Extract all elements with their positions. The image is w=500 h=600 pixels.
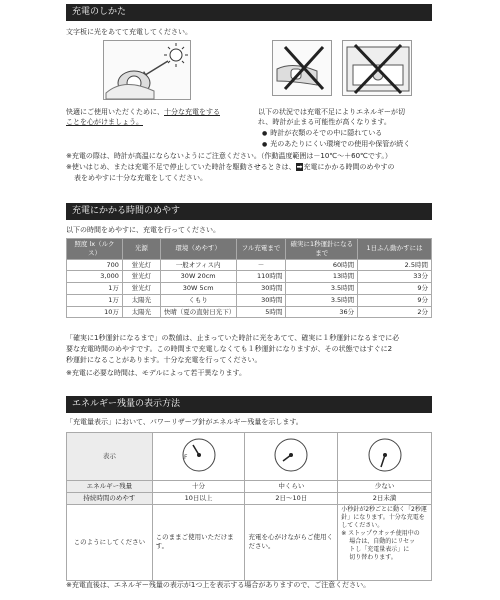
warning-line-2: れ、時計が止まる可能性が高くなります。 — [258, 118, 391, 126]
cell-one-day: 2分 — [358, 306, 432, 318]
power-reserve-dial-icon — [365, 435, 405, 475]
cell-full-charge: 110時間 — [236, 271, 286, 283]
advice-row — [67, 504, 432, 580]
cell-environment: 30W 20cm — [160, 271, 236, 283]
table-row — [67, 283, 432, 295]
cell-one-second: 13時間 — [286, 271, 358, 283]
charge-tip-emphasis: 十分な充電をする — [164, 108, 220, 116]
energy-value: 少ない — [338, 481, 432, 493]
table-header: 1日ふん動かすには — [358, 239, 432, 260]
table-header: 光源 — [122, 239, 160, 260]
cell-one-day: 9分 — [358, 283, 432, 295]
charge-note-model: ※充電に必要な時間は、モデルによって若干異なります。 — [66, 369, 246, 377]
advice-low-note-2: 場合は、自動的にリセッ — [349, 537, 416, 545]
power-reserve-dial-icon — [271, 435, 311, 475]
cell-illuminance: 3,000 — [67, 271, 123, 283]
table-row — [67, 306, 432, 318]
cell-illuminance: 1万 — [67, 283, 123, 295]
cell-illuminance: 10万 — [67, 306, 123, 318]
dial-low — [338, 433, 432, 481]
cell-one-second: 36分 — [286, 306, 358, 318]
cell-environment: 快晴（夏の直射日光下） — [160, 306, 236, 318]
cell-one-day: 2.5時間 — [358, 259, 432, 271]
section-header-charging: 充電のしかた — [66, 4, 432, 21]
svg-text:F: F — [183, 454, 187, 462]
duration-value: 2日～10日 — [245, 492, 338, 504]
table-row — [67, 259, 432, 271]
display-row — [67, 433, 432, 481]
dial-medium — [245, 433, 338, 481]
cell-one-second: 3.5時間 — [286, 294, 358, 306]
dial-full — [152, 433, 245, 481]
duration-value: 2日未満 — [338, 492, 432, 504]
advice-low-note-4: 切り替わります。 — [349, 554, 397, 562]
table-row — [67, 294, 432, 306]
note-first-use — [66, 163, 394, 172]
warning-bullet-low-light: ● 光のあたりにくい環境での使用や保管が続く — [262, 140, 410, 149]
charge-note-line-3: 秒運針になることがあります。十分な充電を行ってください。 — [66, 356, 262, 364]
arrow-ref-icon: ➡ — [296, 163, 303, 171]
table-row — [67, 271, 432, 283]
energy-table — [66, 432, 432, 581]
cell-light-source: 蛍光灯 — [122, 259, 160, 271]
advice-low-text: 小秒針が2秒ごとに動く「2秒運針」になります。十分な充電をしてください。 — [341, 505, 427, 529]
note-first-use-text: ※使いはじめ、または充電不足で停止していた時計を駆動させるときは、 — [66, 163, 296, 171]
cell-environment: 30W 5cm — [160, 283, 236, 295]
note-first-use-ref: 充電にかかる時間のめやす — [303, 163, 388, 171]
table-header-row — [67, 239, 432, 260]
row-label-advice: このようにしてください — [67, 504, 153, 580]
cell-illuminance: 700 — [67, 259, 123, 271]
energy-value: 中くらい — [245, 481, 338, 493]
cell-full-charge: － — [236, 259, 286, 271]
section-header-energy: エネルギー残量の表示方法 — [66, 396, 432, 413]
cell-one-day: 33分 — [358, 271, 432, 283]
cell-one-second: 60時間 — [286, 259, 358, 271]
cell-illuminance: 1万 — [67, 294, 123, 306]
charge-time-table — [66, 238, 432, 318]
charge-tip-line-1 — [66, 108, 220, 117]
warning-bullet-sleeve: ● 時計が衣類のそでの中に隠れている — [262, 129, 382, 138]
energy-value: 十分 — [152, 481, 245, 493]
section-header-charge-time: 充電にかかる時間のめやす — [66, 203, 432, 220]
cell-one-second: 3.5時間 — [286, 283, 358, 295]
note-temperature: ※充電の際は、時計が高温にならないようにご注意ください。（作動温度範囲は－10℃～＋60℃です。） — [66, 152, 392, 160]
note-first-use-suffix: の — [387, 163, 395, 171]
sun-icon — [104, 41, 192, 101]
row-label-energy: エネルギー残量 — [67, 481, 153, 493]
table-header: 環境（めやす） — [160, 239, 236, 260]
cell-one-day: 9分 — [358, 294, 432, 306]
cell-light-source: 蛍光灯 — [122, 283, 160, 295]
charge-note-line-1: 「確実に1秒運針になるまで」の数値は、止まっていた時計に光をあてて、確実に１秒運針になるまでに必 — [66, 334, 400, 342]
energy-footnote: ※充電直後は、エネルギー残量の表示が1つ上を表示する場合がありますので、ご注意ください。 — [66, 581, 371, 589]
table-header: フル充電まで — [236, 239, 286, 260]
charge-tip-line-2: ことを心がけましょう。 — [66, 118, 143, 126]
charge-note-line-2: 要な充電時間のめやすです。この時間まで充電しなくても１秒運針になりますが、その状態ではすぐに2 — [66, 345, 393, 353]
row-label-duration: 持続時間のめやす — [67, 492, 153, 504]
advice-low-note-1: ※ ストップウオッチ使用中の — [341, 529, 420, 537]
power-reserve-dial-icon — [179, 435, 219, 475]
illustration-watch-in-drawer — [342, 40, 412, 96]
note-first-use-2: 表をめやすに十分な充電をしてください。 — [74, 174, 207, 182]
cell-light-source: 太陽光 — [122, 306, 160, 318]
advice-value-low — [338, 504, 432, 580]
warning-line-1: 以下の状況では充電不足によりエネルギーが切 — [258, 108, 405, 116]
illustration-watch-in-light — [103, 40, 191, 100]
table-header: 確実に1秒運針になるまで — [286, 239, 358, 260]
energy-intro: 「充電量表示」において、パワーリザーブ針がエネルギー残量を示します。 — [66, 418, 303, 426]
duration-row — [67, 492, 432, 504]
advice-low-note-3: トし「充電量表示」に — [349, 546, 410, 553]
cell-light-source: 太陽光 — [122, 294, 160, 306]
advice-value: このままご使用いただけます。 — [152, 504, 245, 580]
illustration-watch-under-sleeve — [272, 40, 332, 96]
charge-tip-text: 快適にご使用いただくために、 — [66, 108, 164, 116]
energy-row — [67, 481, 432, 493]
duration-value: 10日以上 — [152, 492, 245, 504]
cell-full-charge: 30時間 — [236, 294, 286, 306]
cell-environment: 一般オフィス内 — [160, 259, 236, 271]
table-header: 照度 lx（ルクス） — [67, 239, 123, 260]
charge-time-intro: 以下の時間をめやすに、充電を行ってください。 — [66, 226, 220, 234]
cell-full-charge: 5時間 — [236, 306, 286, 318]
advice-value: 充電を心がけながらご使用ください。 — [245, 504, 338, 580]
cell-full-charge: 30時間 — [236, 283, 286, 295]
row-label-display: 表示 — [67, 433, 153, 481]
cell-light-source: 蛍光灯 — [122, 271, 160, 283]
charging-intro: 文字板に光をあてて充電してください。 — [66, 28, 192, 36]
cell-environment: くもり — [160, 294, 236, 306]
